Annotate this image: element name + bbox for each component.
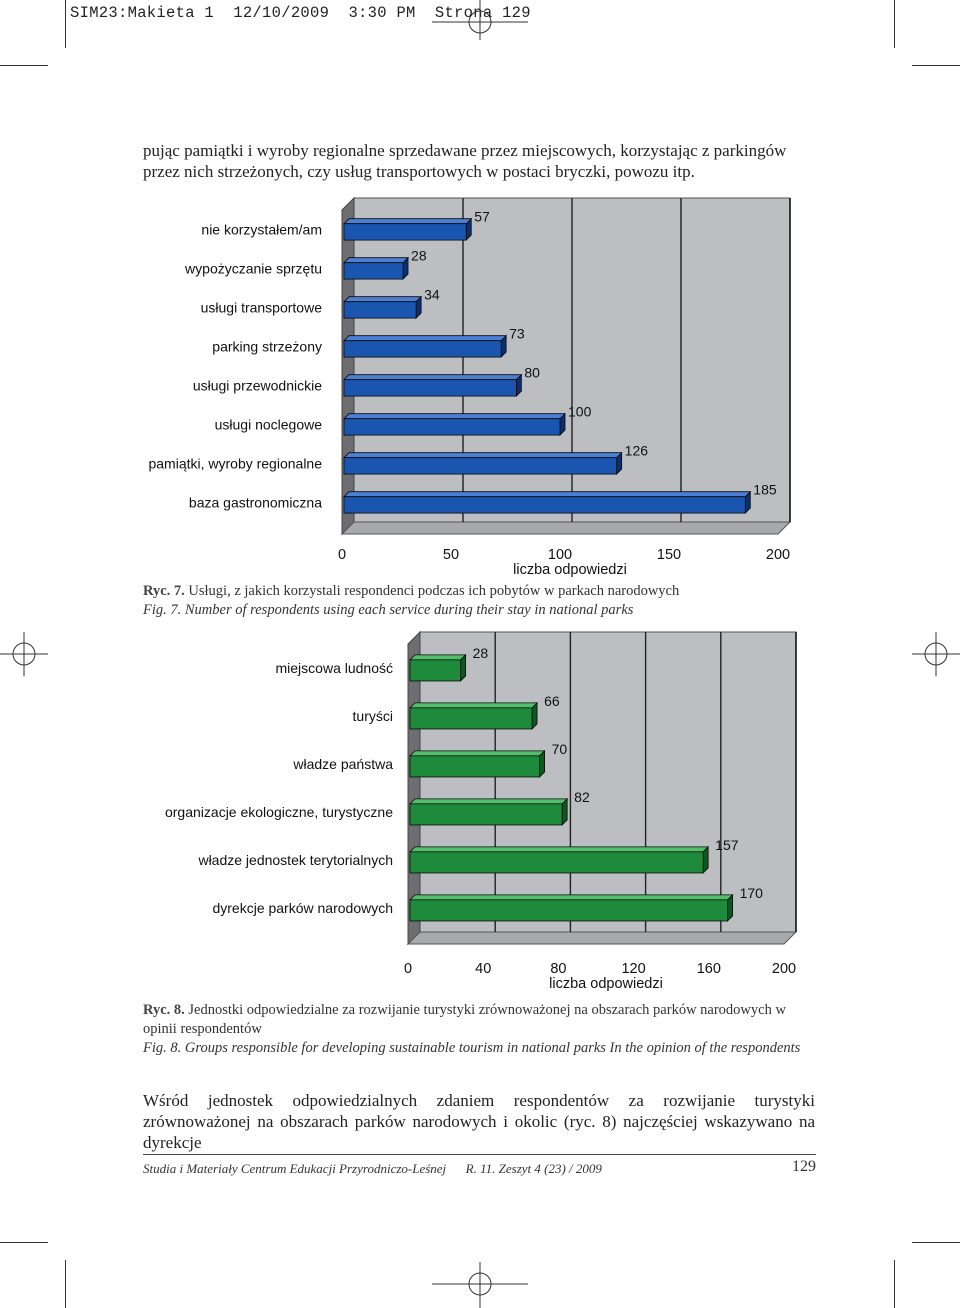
bar-top-2 — [344, 297, 421, 302]
tick-label-1: 40 — [475, 961, 492, 977]
category-label-6: pamiątki, wyroby regionalne — [148, 455, 322, 472]
bar-front-4 — [344, 380, 516, 396]
services-used-bar-chart — [130, 190, 810, 580]
tick-label-4: 160 — [696, 961, 721, 977]
category-label-2: usługi transportowe — [200, 299, 322, 316]
crop-mark-bottom-right-v — [894, 1260, 895, 1308]
category-label-5: usługi noclegowe — [214, 416, 322, 433]
bar-top-0 — [410, 655, 466, 660]
value-label-6: 126 — [624, 442, 649, 459]
bar-front-0 — [410, 660, 461, 681]
bar-front-3 — [410, 804, 562, 825]
figure8-label: Ryc. 8. — [143, 1002, 185, 1018]
bar-top-3 — [410, 799, 567, 804]
figure7-caption-pl — [143, 582, 815, 601]
printer-slug: SIM23:Makieta 1 12/10/2009 3:30 PM Strona 129 — [70, 4, 531, 22]
value-label-5: 170 — [739, 884, 763, 901]
crop-mark-top-left-h — [0, 65, 48, 66]
crop-mark-bottom-left-h — [0, 1242, 48, 1243]
tick-label-0: 0 — [403, 961, 413, 977]
figure7-label: Ryc. 7. — [143, 583, 185, 599]
tick-label-1: 50 — [442, 547, 460, 563]
value-label-3: 73 — [509, 325, 525, 342]
plot-floor — [342, 522, 790, 534]
bar-front-4 — [410, 852, 703, 873]
value-label-0: 28 — [472, 644, 489, 661]
bar-4 — [410, 847, 708, 873]
bar-front-5 — [410, 900, 728, 921]
figure8-caption — [143, 1001, 815, 1058]
value-label-1: 28 — [411, 247, 427, 264]
registration-mark-right — [912, 632, 960, 676]
bar-top-2 — [410, 751, 545, 756]
bar-top-1 — [410, 703, 537, 708]
bar-top-4 — [410, 847, 708, 852]
category-label-2: władze państwa — [293, 756, 393, 772]
bar-0 — [344, 219, 471, 240]
tick-label-4: 200 — [765, 547, 791, 563]
category-label-0: nie korzystałem/am — [201, 221, 322, 238]
bar-front-7 — [344, 497, 745, 513]
plot-left-wall — [342, 198, 354, 534]
bar-6 — [344, 453, 622, 474]
bar-front-0 — [344, 224, 466, 240]
footer-journal: Studia i Materiały Centrum Edukacji Przyrodniczo-Leśnej R. 11. Zeszyt 4 (23) / 2009 — [143, 1161, 602, 1176]
tick-label-3: 150 — [656, 547, 682, 563]
x-axis-label: liczba odpowiedzi — [549, 976, 663, 992]
bar-top-6 — [344, 453, 622, 458]
tick-label-2: 100 — [547, 547, 573, 563]
bar-2 — [344, 297, 421, 318]
figure7-caption-pl-text: Usługi, z jakich korzystali respondenci podczas ich pobytów w parkach narodowych — [188, 583, 680, 599]
value-label-1: 66 — [544, 692, 560, 709]
bar-2 — [410, 751, 545, 777]
bar-front-1 — [410, 708, 532, 729]
figure8-caption-pl-text: Jednostki odpowiedzialne za rozwijanie turystyki zrównoważonej na obszarach parków narodowych w opinii respondentów — [143, 1002, 786, 1037]
bar-front-1 — [344, 263, 403, 279]
body-paragraph: Wśród jednostek odpowiedzialnych zdaniem respondentów za rozwijanie turystyki zrównoważonej na obszarach parków narodowych i okolic (ryc. 8) najczęściej wskazywano na dyrekcje — [143, 1091, 815, 1152]
bar-top-1 — [344, 258, 408, 263]
bar-5 — [344, 414, 565, 435]
category-label-1: wypożyczanie sprzętu — [185, 260, 322, 277]
value-label-3: 82 — [574, 788, 590, 805]
bar-front-6 — [344, 458, 617, 474]
category-label-7: baza gastronomiczna — [188, 494, 322, 511]
category-label-3: organizacje ekologiczne, turystyczne — [164, 804, 393, 820]
value-label-0: 57 — [474, 208, 490, 225]
registration-mark-left — [0, 632, 48, 676]
category-label-4: usługi przewodnickie — [192, 377, 322, 394]
bar-3 — [344, 336, 506, 357]
bar-1 — [410, 703, 537, 729]
intro-paragraph: pując pamiątki i wyroby regionalne sprzedawane przez miejscowych, korzystając z parkingów przez nich strzeżonych, czy usług transportowych w postaci bryczki, powozu itp. — [143, 141, 787, 181]
value-label-4: 157 — [715, 836, 739, 853]
value-label-5: 100 — [568, 403, 592, 420]
bar-1 — [344, 258, 408, 279]
crop-mark-top-right-v — [894, 0, 895, 48]
figure8-caption-en: Fig. 8. Groups responsible for developing sustainable tourism in national parks In the opinion of the respondents — [143, 1040, 801, 1056]
bar-top-4 — [344, 375, 521, 380]
figure7-caption — [143, 582, 815, 620]
plot-floor — [408, 932, 796, 944]
footer-rule — [143, 1154, 816, 1155]
responsible-groups-bar-chart — [130, 628, 810, 996]
bar-top-5 — [410, 895, 733, 900]
bar-top-5 — [344, 414, 565, 419]
category-label-3: parking strzeżony — [212, 338, 322, 355]
bar-top-3 — [344, 336, 506, 341]
x-axis-label: liczba odpowiedzi — [513, 562, 627, 578]
bar-front-2 — [410, 756, 540, 777]
figure8-caption-pl — [143, 1001, 815, 1039]
registration-mark-bottom — [432, 1262, 528, 1308]
bar-front-2 — [344, 302, 416, 318]
tick-label-5: 200 — [771, 961, 797, 977]
bar-7 — [344, 492, 750, 513]
value-label-4: 80 — [524, 364, 540, 381]
tick-label-0: 0 — [337, 547, 347, 563]
tick-label-3: 120 — [621, 961, 646, 977]
crop-mark-top-right-h — [912, 65, 960, 66]
bar-3 — [410, 799, 567, 825]
bar-front-5 — [344, 419, 560, 435]
tick-label-2: 80 — [550, 961, 567, 977]
bar-front-3 — [344, 341, 501, 357]
bar-top-0 — [344, 219, 471, 224]
category-label-5: dyrekcje parków narodowych — [212, 900, 393, 916]
crop-mark-top-left-v — [65, 0, 66, 48]
category-label-1: turyści — [352, 708, 393, 724]
bar-top-7 — [344, 492, 750, 497]
value-label-2: 70 — [551, 740, 568, 757]
crop-mark-bottom-left-v — [65, 1260, 66, 1308]
figure7-caption-en: Fig. 7. Number of respondents using each service during their stay in national parks — [143, 602, 634, 618]
registration-mark-top — [432, 0, 528, 40]
crop-mark-bottom-right-h — [912, 1242, 960, 1243]
bar-0 — [410, 655, 466, 681]
category-label-4: władze jednostek terytorialnych — [198, 852, 393, 868]
bar-5 — [410, 895, 733, 921]
page-number: 129 — [792, 1158, 816, 1175]
value-label-7: 185 — [753, 481, 777, 498]
bar-4 — [344, 375, 521, 396]
value-label-2: 34 — [424, 286, 440, 303]
category-label-0: miejscowa ludność — [275, 660, 393, 676]
